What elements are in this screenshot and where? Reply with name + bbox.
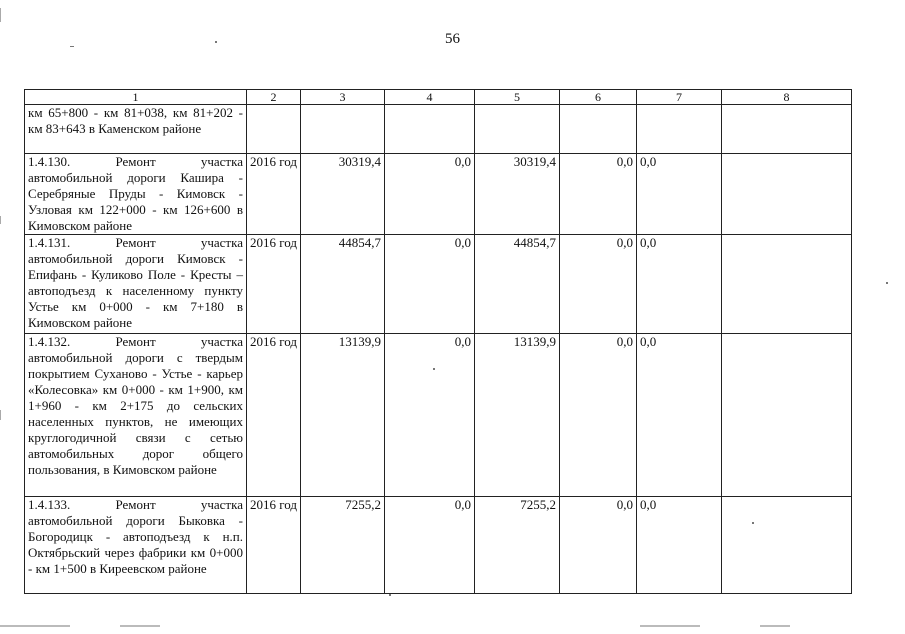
budget-table (24, 89, 852, 594)
row-col-3 (301, 105, 385, 154)
scan-speck (70, 46, 74, 47)
row-col-7: 0,0 (637, 497, 722, 594)
row-col-3: 44854,7 (301, 235, 385, 334)
scan-bottom-edge (760, 625, 790, 627)
header-row (25, 90, 852, 105)
row-col-7: 0,0 (637, 334, 722, 497)
row-col-8 (722, 334, 852, 497)
row-year: 2016 год (247, 334, 301, 497)
scan-speck (433, 368, 435, 370)
table-row (25, 334, 852, 497)
header-col-8: 8 (722, 90, 852, 105)
row-col-5: 44854,7 (475, 235, 560, 334)
row-col-5: 7255,2 (475, 497, 560, 594)
row-col-8 (722, 105, 852, 154)
header-col-4: 4 (385, 90, 475, 105)
scan-bottom-edge (120, 625, 160, 627)
scan-edge-mark (0, 8, 1, 22)
row-col-7 (637, 105, 722, 154)
row-col-5: 13139,9 (475, 334, 560, 497)
row-col-6: 0,0 (560, 334, 637, 497)
row-description: 1.4.130. Ремонт участка автомобильной дороги Кашира - Серебряные Пруды - Кимовск - Узловая км 122+000 - км 126+600 в Кимовском районе (25, 154, 247, 235)
scan-bottom-edge (640, 625, 700, 627)
scan-bottom-edge (0, 625, 70, 627)
row-col-4: 0,0 (385, 154, 475, 235)
table-row (25, 497, 852, 594)
row-year: 2016 год (247, 497, 301, 594)
row-col-6: 0,0 (560, 235, 637, 334)
row-col-4: 0,0 (385, 497, 475, 594)
row-col-3: 30319,4 (301, 154, 385, 235)
header-col-2: 2 (247, 90, 301, 105)
row-description: 1.4.133. Ремонт участка автомобильной дороги Быковка - Богородицк - автоподъезд к н.п. Октябрьский через фабрики км 0+000 - км 1+500 в Киреевском районе (25, 497, 247, 594)
row-description: 1.4.132. Ремонт участка автомобильной дороги с твердым покрытием Суханово - Устье - карьер «Колесовка» км 0+000 - км 1+900, км 1+960 - км 2+175 до сельских населенных пунктов, не имеющих круглогодичной связи с сетью автомобильных дорог общего пользования, в Кимовском районе (25, 334, 247, 497)
scan-speck (886, 282, 888, 284)
table-row (25, 235, 852, 334)
row-col-8 (722, 497, 852, 594)
row-year: 2016 год (247, 154, 301, 235)
scan-speck (215, 41, 217, 43)
scan-speck (389, 594, 391, 596)
page-number: 56 (445, 31, 460, 47)
scan-edge-mark (0, 410, 1, 420)
row-col-8 (722, 235, 852, 334)
row-col-3: 7255,2 (301, 497, 385, 594)
row-year: 2016 год (247, 235, 301, 334)
scan-speck (752, 522, 754, 524)
row-year (247, 105, 301, 154)
header-col-3: 3 (301, 90, 385, 105)
row-col-7: 0,0 (637, 154, 722, 235)
table-row (25, 154, 852, 235)
row-description: км 65+800 - км 81+038, км 81+202 - км 83+643 в Каменском районе (25, 105, 247, 154)
header-col-7: 7 (637, 90, 722, 105)
header-col-5: 5 (475, 90, 560, 105)
row-col-5: 30319,4 (475, 154, 560, 235)
header-col-6: 6 (560, 90, 637, 105)
row-col-6: 0,0 (560, 154, 637, 235)
row-col-4: 0,0 (385, 334, 475, 497)
row-description: 1.4.131. Ремонт участка автомобильной дороги Кимовск - Епифань - Куликово Поле - Кресты – автоподъезд к населенному пункту Устье км 0+000 - км 7+180 в Кимовском районе (25, 235, 247, 334)
row-col-7: 0,0 (637, 235, 722, 334)
table-row (25, 105, 852, 154)
row-col-4: 0,0 (385, 235, 475, 334)
row-col-3: 13139,9 (301, 334, 385, 497)
header-col-1: 1 (25, 90, 247, 105)
row-col-8 (722, 154, 852, 235)
row-col-5 (475, 105, 560, 154)
row-col-6: 0,0 (560, 497, 637, 594)
row-col-4 (385, 105, 475, 154)
row-col-6 (560, 105, 637, 154)
scan-edge-mark (0, 216, 1, 224)
